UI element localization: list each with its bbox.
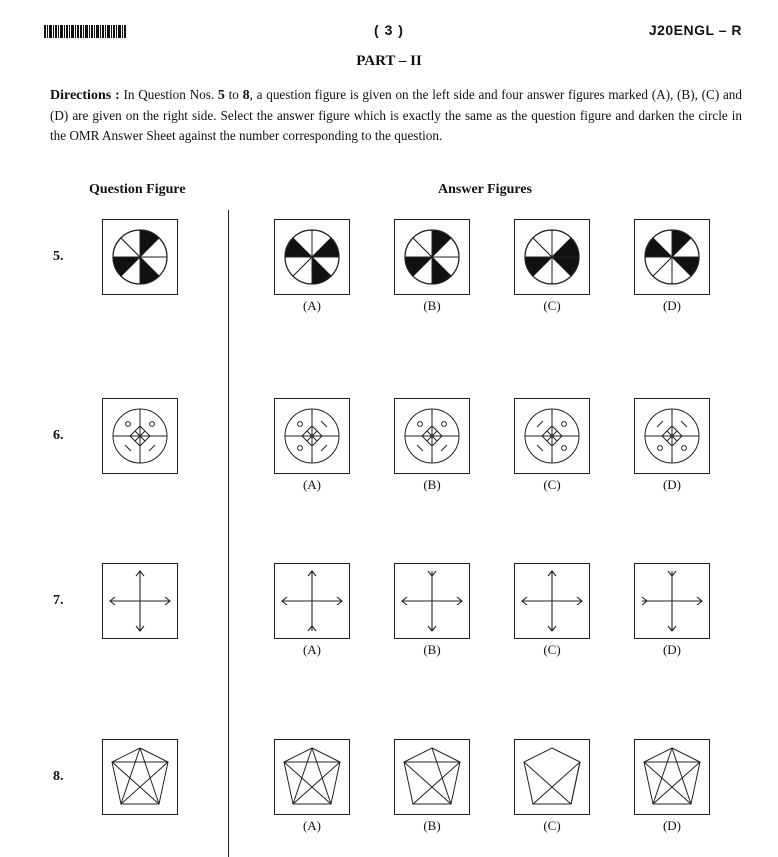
answer-figure-d-drawing bbox=[635, 220, 709, 294]
option-label-c: (C) bbox=[543, 818, 561, 833]
answer-figures-header: Answer Figures bbox=[438, 182, 532, 197]
option-label-c: (C) bbox=[543, 642, 561, 657]
tick-mark bbox=[321, 421, 327, 427]
answer-figure-c bbox=[514, 563, 590, 639]
option-label-a: (A) bbox=[302, 477, 322, 492]
option-label-c: (C) bbox=[543, 298, 561, 313]
tick-mark bbox=[417, 445, 423, 451]
circle-diamond-shape bbox=[405, 409, 459, 463]
answer-figure-b bbox=[394, 739, 470, 815]
answer-figure-d bbox=[634, 739, 710, 815]
small-circle bbox=[298, 446, 303, 451]
cross-arrows-shape bbox=[522, 571, 582, 631]
cross-arrows-shape bbox=[642, 571, 702, 631]
small-circle bbox=[150, 422, 155, 427]
tick-mark bbox=[681, 421, 687, 427]
answer-figure-d-drawing bbox=[635, 740, 709, 814]
tick-mark bbox=[125, 445, 131, 451]
question-number: 6. bbox=[53, 428, 64, 443]
answer-figure-c-drawing bbox=[515, 399, 589, 473]
answer-figure-a-drawing bbox=[275, 220, 349, 294]
answer-figure-a-drawing bbox=[275, 399, 349, 473]
option-label-a: (A) bbox=[302, 818, 322, 833]
answer-figure-d bbox=[634, 398, 710, 474]
tick-mark bbox=[657, 421, 663, 427]
pentagon-shape bbox=[644, 748, 700, 804]
answer-figure-a bbox=[274, 739, 350, 815]
answer-figure-b bbox=[394, 563, 470, 639]
small-circle bbox=[562, 446, 567, 451]
pentagon-shape bbox=[404, 748, 460, 804]
small-circle bbox=[682, 446, 687, 451]
option-label-c: (C) bbox=[543, 477, 561, 492]
circle-diamond-shape bbox=[645, 409, 699, 463]
tick-mark bbox=[537, 445, 543, 451]
column-divider bbox=[228, 210, 229, 857]
question-figure-drawing bbox=[103, 740, 177, 814]
small-circle bbox=[658, 446, 663, 451]
circle-diamond-shape bbox=[525, 409, 579, 463]
cross-arrows-shape bbox=[402, 571, 462, 631]
tick-mark bbox=[441, 445, 447, 451]
answer-figure-b-drawing bbox=[395, 564, 469, 638]
answer-figure-a-drawing bbox=[275, 564, 349, 638]
option-label-d: (D) bbox=[662, 298, 682, 313]
small-circle bbox=[442, 422, 447, 427]
question-number: 5. bbox=[53, 249, 64, 264]
part-title: PART – II bbox=[356, 53, 422, 69]
answer-figure-a bbox=[274, 398, 350, 474]
question-figure bbox=[102, 563, 178, 639]
question-number: 7. bbox=[53, 593, 64, 608]
answer-figure-b bbox=[394, 398, 470, 474]
pentagon-shape bbox=[112, 748, 168, 804]
answer-figure-d bbox=[634, 219, 710, 295]
question-figure-drawing bbox=[103, 220, 177, 294]
option-label-b: (B) bbox=[423, 642, 441, 657]
answer-figure-d bbox=[634, 563, 710, 639]
circle-diamond-shape bbox=[113, 409, 167, 463]
answer-figure-c bbox=[514, 219, 590, 295]
tick-mark bbox=[537, 421, 543, 427]
answer-figure-d-drawing bbox=[635, 399, 709, 473]
tick-mark bbox=[321, 445, 327, 451]
question-figure-drawing bbox=[103, 399, 177, 473]
answer-figure-a bbox=[274, 219, 350, 295]
option-label-d: (D) bbox=[662, 477, 682, 492]
option-label-a: (A) bbox=[302, 298, 322, 313]
answer-figure-b-drawing bbox=[395, 399, 469, 473]
question-number: 8. bbox=[53, 769, 64, 784]
question-figure bbox=[102, 398, 178, 474]
paper-code: J20ENGL – R bbox=[648, 22, 742, 38]
pentagon-shape bbox=[284, 748, 340, 804]
answer-figure-c-drawing bbox=[515, 740, 589, 814]
option-label-b: (B) bbox=[423, 477, 441, 492]
answer-figure-c bbox=[514, 739, 590, 815]
pentagon-shape bbox=[524, 748, 580, 804]
tick-mark bbox=[149, 445, 155, 451]
directions: Directions : In Question Nos. 5 to 8, a question figure is given on the left side and four answer figures marked (A), (B), (C) and (D) are given on the right side. Select the answer figure which is exactly the same as the question figure and darken the circle in the OMR Answer Sheet against the number corresponding to the question. bbox=[50, 87, 742, 143]
small-circle bbox=[562, 422, 567, 427]
question-figure-drawing bbox=[103, 564, 177, 638]
option-label-b: (B) bbox=[423, 298, 441, 313]
answer-figure-a-drawing bbox=[275, 740, 349, 814]
question-figure-header: Question Figure bbox=[89, 182, 186, 197]
directions-label: Directions : bbox=[50, 88, 120, 103]
small-circle bbox=[298, 422, 303, 427]
answer-figure-c-drawing bbox=[515, 564, 589, 638]
answer-figure-b bbox=[394, 219, 470, 295]
cross-arrows-shape bbox=[282, 571, 342, 631]
question-figure bbox=[102, 739, 178, 815]
option-label-d: (D) bbox=[662, 818, 682, 833]
option-label-d: (D) bbox=[662, 642, 682, 657]
answer-figure-a bbox=[274, 563, 350, 639]
question-figure bbox=[102, 219, 178, 295]
small-circle bbox=[126, 422, 131, 427]
cross-arrows-shape bbox=[110, 571, 170, 631]
answer-figure-d-drawing bbox=[635, 564, 709, 638]
answer-figure-b-drawing bbox=[395, 220, 469, 294]
answer-figure-b-drawing bbox=[395, 740, 469, 814]
answer-figure-c bbox=[514, 398, 590, 474]
answer-figure-c-drawing bbox=[515, 220, 589, 294]
page-number: ( 3 ) bbox=[374, 22, 404, 38]
circle-diamond-shape bbox=[285, 409, 339, 463]
option-label-b: (B) bbox=[423, 818, 441, 833]
small-circle bbox=[418, 422, 423, 427]
option-label-a: (A) bbox=[302, 642, 322, 657]
